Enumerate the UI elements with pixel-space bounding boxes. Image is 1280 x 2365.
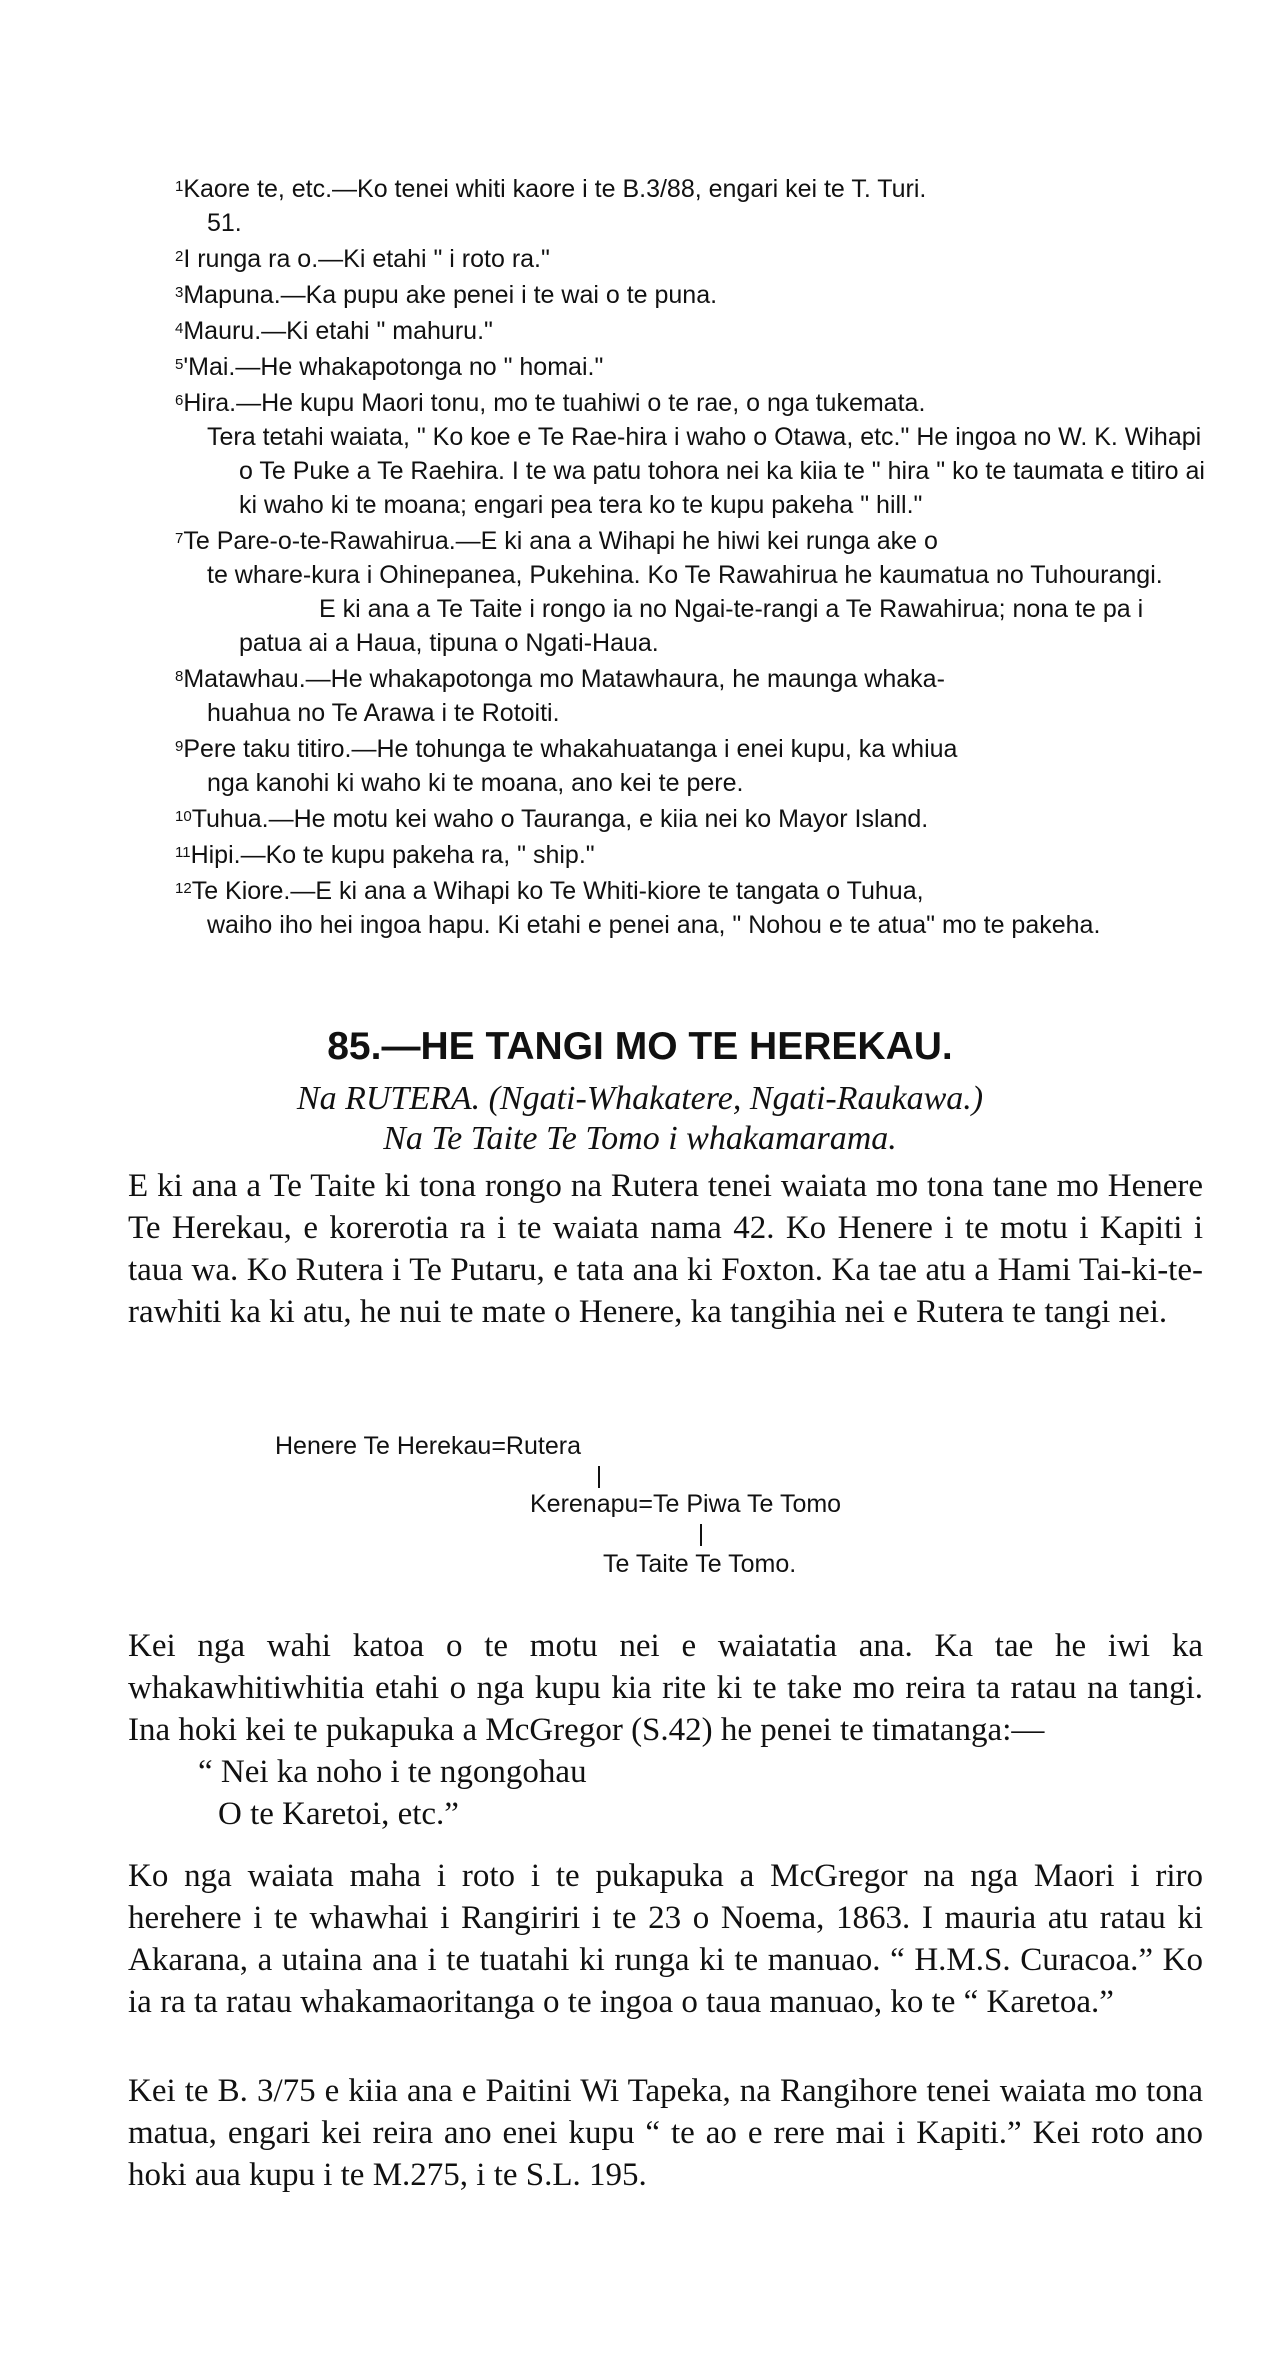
paragraph-4 — [128, 2070, 1203, 2196]
footnote-text: Te Kiore.—E ki ana a Wihapi ko Te Whiti-kiore te tangata o Tuhua, — [191, 877, 924, 905]
footnote-text: Mauru.—Ki etahi " mahuru." — [183, 317, 493, 345]
footnote-1 — [175, 170, 1205, 240]
footnote-7 — [175, 522, 1205, 660]
footnote-text: 'Mai.—He whakapotonga no " homai." — [183, 353, 604, 381]
footnote-4 — [175, 312, 1205, 348]
footnote-9 — [175, 730, 1205, 800]
paragraph-2-text: Kei nga wahi katoa o te motu nei e waiatatia ana. Ka tae he iwi ka whakawhitiwhitia etahi o nga kupu kia rite ki te take mo reira ta ratau na tangi. Ina hoki kei te pukapuka a McGregor (S.42) he penei te timatanga:— — [128, 1628, 1203, 1748]
footnote-10 — [175, 800, 1205, 836]
footnote-text: Hipi.—Ko te kupu pakeha ra, " ship." — [190, 841, 595, 869]
footnote-marker: 8 — [175, 668, 184, 685]
footnote-text: Mapuna.—Ka pupu ake penei i te wai o te puna. — [183, 281, 718, 309]
genealogy-connector — [598, 1466, 600, 1488]
paragraph-4-text: Kei te B. 3/75 e kiia ana e Paitini Wi Tapeka, na Rangihore tenei waiata mo tona matua, engari kei reira ano enei kupu “ te ao e rere mai i Kapiti.” Kei roto ano hoki aua kupu i te M.275, i te S.L. 195. — [128, 2073, 1203, 2193]
footnote-marker: 10 — [175, 808, 192, 825]
footnote-marker: 7 — [175, 530, 184, 547]
footnote-paragraph: E ki ana a Te Taite i rongo ia no Ngai-te-rangi a Te Rawahirua; nona te pa i patua ai a Haua, tipuna o Ngati-Haua. — [239, 595, 1144, 657]
paragraph-3-text: Ko nga waiata maha i roto i te pukapuka a McGregor na nga Maori i riro herehere i te whawhai i Rangiriri i te 23 o Noema, 1863. I mauria atu ratau ki Akarana, a utaina ana i te tuatahi ki runga ki te manuao. “ H.M.S. Curacoa.” Ko ia ra ta ratau whakamaoritanga o te ingoa o taua manuao, ko te “ Karetoa.” — [128, 1858, 1203, 2020]
footnote-marker: 5 — [175, 356, 184, 373]
footnote-marker: 1 — [175, 178, 184, 195]
footnote-continuation: Tera tetahi waiata, " Ko koe e Te Rae-hira i waho o Otawa, etc." He ingoa no W. K. Wihapi o Te Puke a Te Raehira. I te wa patu tohora nei ka kiia te " hira " ko te taumata e titiro ai ki waho ki te moana; engari pea tera ko te kupu pakeha " hill." — [207, 423, 1205, 519]
footnote-text: Matawhau.—He whakapotonga mo Matawhaura, he maunga whaka- — [183, 665, 945, 693]
song-explainer: Na Te Taite Te Tomo i whakamarama. — [383, 1120, 897, 1157]
genealogy-line-3: Te Taite Te Tomo. — [603, 1550, 797, 1578]
footnotes — [175, 170, 1205, 942]
genealogy-connector — [700, 1524, 702, 1546]
quote-line-2: O te Karetoi, etc.” — [218, 1796, 459, 1832]
footnote-marker: 6 — [175, 392, 184, 409]
footnote-continuation: nga kanohi ki waho ki te moana, ano kei te pere. — [207, 769, 744, 797]
footnote-marker: 4 — [175, 320, 184, 337]
footnote-continuation: huahua no Te Arawa i te Rotoiti. — [207, 699, 560, 727]
footnote-text: Pere taku titiro.—He tohunga te whakahuatanga i enei kupu, ka whiua — [183, 735, 958, 763]
footnote-12 — [175, 872, 1205, 942]
song-author: Na RUTERA. (Ngati-Whakatere, Ngati-Raukawa.) — [296, 1080, 984, 1117]
footnote-marker: 11 — [175, 844, 191, 861]
footnote-6 — [175, 384, 1205, 522]
song-title: 85.—HE TANGI MO TE HEREKAU. — [327, 1025, 953, 1068]
footnote-marker: 3 — [175, 284, 184, 301]
footnote-5 — [175, 348, 1205, 384]
footnote-continuation: 51. — [207, 209, 242, 237]
footnote-3 — [175, 276, 1205, 312]
paragraph-3 — [128, 1855, 1203, 2023]
footnote-text: Te Pare-o-te-Rawahirua.—E ki ana a Wihapi he hiwi kei runga ake o — [183, 527, 938, 555]
genealogy-line-1: Henere Te Herekau=Rutera — [275, 1432, 581, 1460]
footnote-text: Hira.—He kupu Maori tonu, mo te tuahiwi o te rae, o nga tukemata. — [183, 389, 926, 417]
intro-paragraph — [128, 1165, 1203, 1333]
footnote-continuation: waiho iho hei ingoa hapu. Ki etahi e penei ana, " Nohou e te atua" mo te pakeha. — [207, 911, 1101, 939]
footnote-2 — [175, 240, 1205, 276]
footnote-continuation: te whare-kura i Ohinepanea, Pukehina. Ko Te Rawahirua he kaumatua no Tuhourangi. — [207, 561, 1163, 589]
paragraph-2 — [128, 1625, 1203, 1835]
genealogy-line-2: Kerenapu=Te Piwa Te Tomo — [530, 1490, 842, 1518]
footnote-8 — [175, 660, 1205, 730]
quote-line-1: “ Nei ka noho i te ngongohau — [198, 1754, 587, 1790]
footnote-text: Kaore te, etc.—Ko tenei whiti kaore i te B.3/88, engari kei te T. Turi. — [183, 175, 927, 203]
footnote-11 — [175, 836, 1205, 872]
footnote-marker: 12 — [175, 880, 192, 897]
footnote-text: I runga ra o.—Ki etahi " i roto ra." — [183, 245, 550, 273]
footnote-text: Tuhua.—He motu kei waho o Tauranga, e kiia nei ko Mayor Island. — [191, 805, 929, 833]
footnote-marker: 9 — [175, 738, 184, 755]
intro-text: E ki ana a Te Taite ki tona rongo na Rutera tenei waiata mo tona tane mo Henere Te Herekau, e korerotia ra i te waiata nama 42. Ko Henere i te motu i Kapiti i taua wa. Ko Rutera i Te Putaru, e tata ana ki Foxton. Ka tae atu a Hami Tai-ki-te-rawhiti ka ki atu, he nui te mate o Henere, ka tangihia nei e Rutera te tangi nei. — [128, 1168, 1203, 1330]
footnote-marker: 2 — [175, 248, 184, 265]
